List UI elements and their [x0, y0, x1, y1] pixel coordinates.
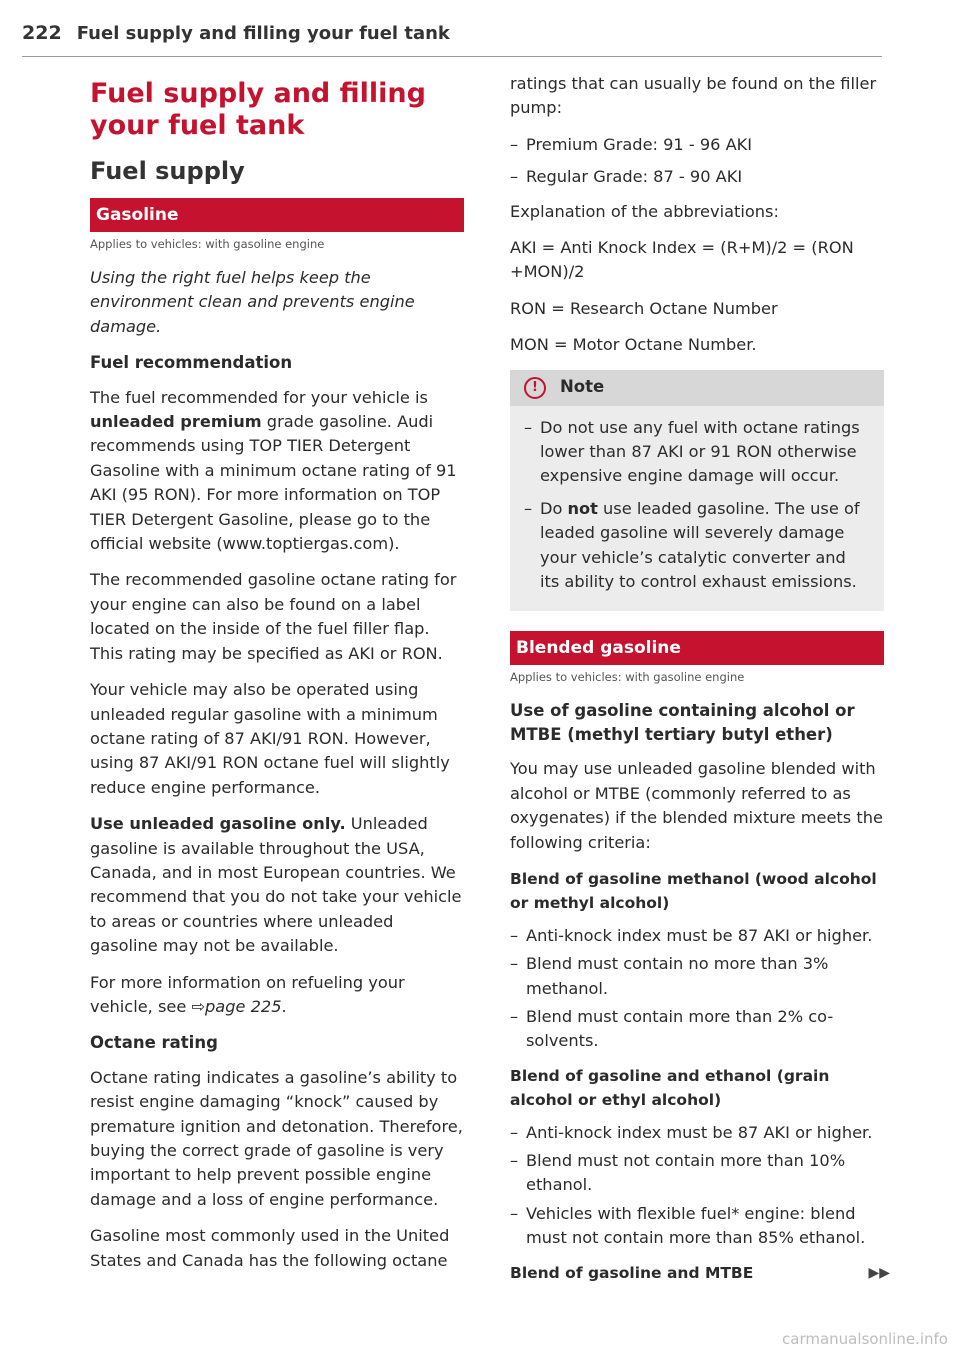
bold-unleaded-only: Use unleaded gasoline only. — [90, 814, 346, 834]
list-item: – Do not use leaded gasoline. The use of leaded gasoline will severely damage your vehicle’s catalytic converter and its ability to control exhaust emissions. — [524, 498, 860, 592]
methanol-heading: Blend of gasoline methanol (wood alcohol or methyl alcohol) — [510, 869, 877, 913]
note-title: Note — [560, 377, 605, 397]
header-rule — [22, 56, 882, 57]
page-number: 222 — [22, 22, 62, 44]
grade-list — [510, 133, 884, 190]
mtbe-heading: Blend of gasoline and MTBE ▶▶ — [510, 1261, 884, 1285]
caution-icon: ! — [524, 377, 546, 399]
page-header — [22, 22, 882, 52]
oxygenates-heading: Use of gasoline containing alcohol or MTBE (methyl tertiary butyl ether) — [510, 700, 855, 744]
paragraph-regular-gasoline: Your vehicle may also be operated using unleaded regular gasoline with a minimum octane rating of 87 AKI/91 RON. However, using 87 AKI/91 RON octane fuel will slightly reduce engine performance. — [90, 680, 450, 797]
list-item: – Blend must contain no more than 3% methanol. — [510, 954, 829, 998]
definition-aki: AKI = Anti Knock Index = (R+M)/2 = (RON +MON)/2 — [510, 238, 854, 282]
note-body — [510, 406, 884, 611]
right-column — [510, 72, 890, 1293]
note-box — [510, 370, 884, 611]
paragraph-oxygenates: You may use unleaded gasoline blended with alcohol or MTBE (commonly referred to as oxygenates) if the blended mixture meets the following criteria: — [510, 759, 883, 852]
note-header — [510, 370, 884, 406]
running-title: Fuel supply and filling your fuel tank — [76, 23, 450, 44]
list-item: – Anti-knock index must be 87 AKI or higher. — [510, 1122, 873, 1142]
definition-ron: RON = Research Octane Number — [510, 298, 778, 318]
note-list — [524, 416, 870, 595]
blended-gasoline-section-bar: Blended gasoline — [510, 631, 884, 665]
paragraph-common-gasoline: Gasoline most commonly used in the United States and Canada has the following octane — [90, 1226, 450, 1270]
page-reference-link[interactable]: page 225 — [205, 996, 282, 1016]
paragraph-abbreviations: Explanation of the abbreviations: — [510, 201, 779, 221]
page-ref-arrow-icon: ⇨ — [191, 996, 206, 1016]
paragraph-fuel-recommended: The fuel recommended for your vehicle is unleaded premium grade gasoline. Audi recommends using TOP TIER Detergent Gasoline with a minimum octane rating of 91 AKI (95 RON). For more information on TOP TIER Detergent Gasoline, please go to the official website (www.toptiergas.com). — [90, 387, 457, 554]
main-title: Fuel supply and filling your fuel tank — [90, 78, 426, 141]
ethanol-list — [510, 1121, 884, 1251]
list-item: – Do not use any fuel with octane ratings lower than 87 AKI or 91 RON otherwise expensive engine damage will occur. — [524, 417, 860, 486]
list-item: – Blend must contain more than 2% co-solvents. — [510, 1006, 834, 1051]
bold-unleaded-premium: unleaded premium — [90, 412, 262, 432]
gasoline-section-bar: Gasoline — [90, 198, 464, 232]
list-item: – Premium Grade: 91 - 96 AKI — [510, 134, 753, 154]
list-item: – Regular Grade: 87 - 90 AKI — [510, 167, 743, 187]
list-item: – Vehicles with flexible fuel* engine: blend must not contain more than 85% ethanol. — [510, 1203, 866, 1248]
paragraph-octane-label: The recommended gasoline octane rating for your engine can also be found on a label located on the inside of the fuel filler flap. This rating may be specified as AKI or RON. — [90, 570, 457, 663]
definition-mon: MON = Motor Octane Number. — [510, 335, 757, 355]
fuel-recommendation-heading: Fuel recommendation — [90, 353, 293, 373]
continue-arrow-icon: ▶▶ — [868, 1264, 890, 1281]
methanol-list — [510, 924, 884, 1054]
watermark: carmanualsonline.info — [782, 1330, 948, 1348]
left-column — [90, 72, 464, 1285]
paragraph-refueling-ref: For more information on refueling your vehicle, see ⇨page 225. — [90, 972, 405, 1016]
paragraph-unleaded-only: Use unleaded gasoline only. Unleaded gasoline is available throughout the USA, Canada, and in most European countries. We recommend that you do not take your vehicle to areas or countries where unleaded gasoline may not be available. — [90, 814, 462, 956]
list-item: – Blend must not contain more than 10% ethanol. — [510, 1151, 846, 1195]
paragraph-filler-pump: ratings that can usually be found on the filler pump: — [510, 74, 877, 118]
applies-note: Applies to vehicles: with gasoline engine — [510, 669, 745, 684]
applies-note: Applies to vehicles: with gasoline engine — [90, 237, 325, 251]
paragraph-octane-rating: Octane rating indicates a gasoline’s ability to resist engine damaging “knock” caused by premature ignition and detonation. Therefore, buying the correct grade of gasoline is very important to help prevent possible engine damage and a loss of engine performance. — [90, 1067, 463, 1209]
intro-text: Using the right fuel helps keep the environment clean and prevents engine damage. — [90, 268, 415, 336]
list-item: – Anti-knock index must be 87 AKI or higher. — [510, 925, 873, 945]
section-title: Fuel supply — [90, 157, 245, 185]
octane-rating-heading: Octane rating — [90, 1033, 218, 1053]
ethanol-heading: Blend of gasoline and ethanol (grain alcohol or ethyl alcohol) — [510, 1066, 830, 1110]
